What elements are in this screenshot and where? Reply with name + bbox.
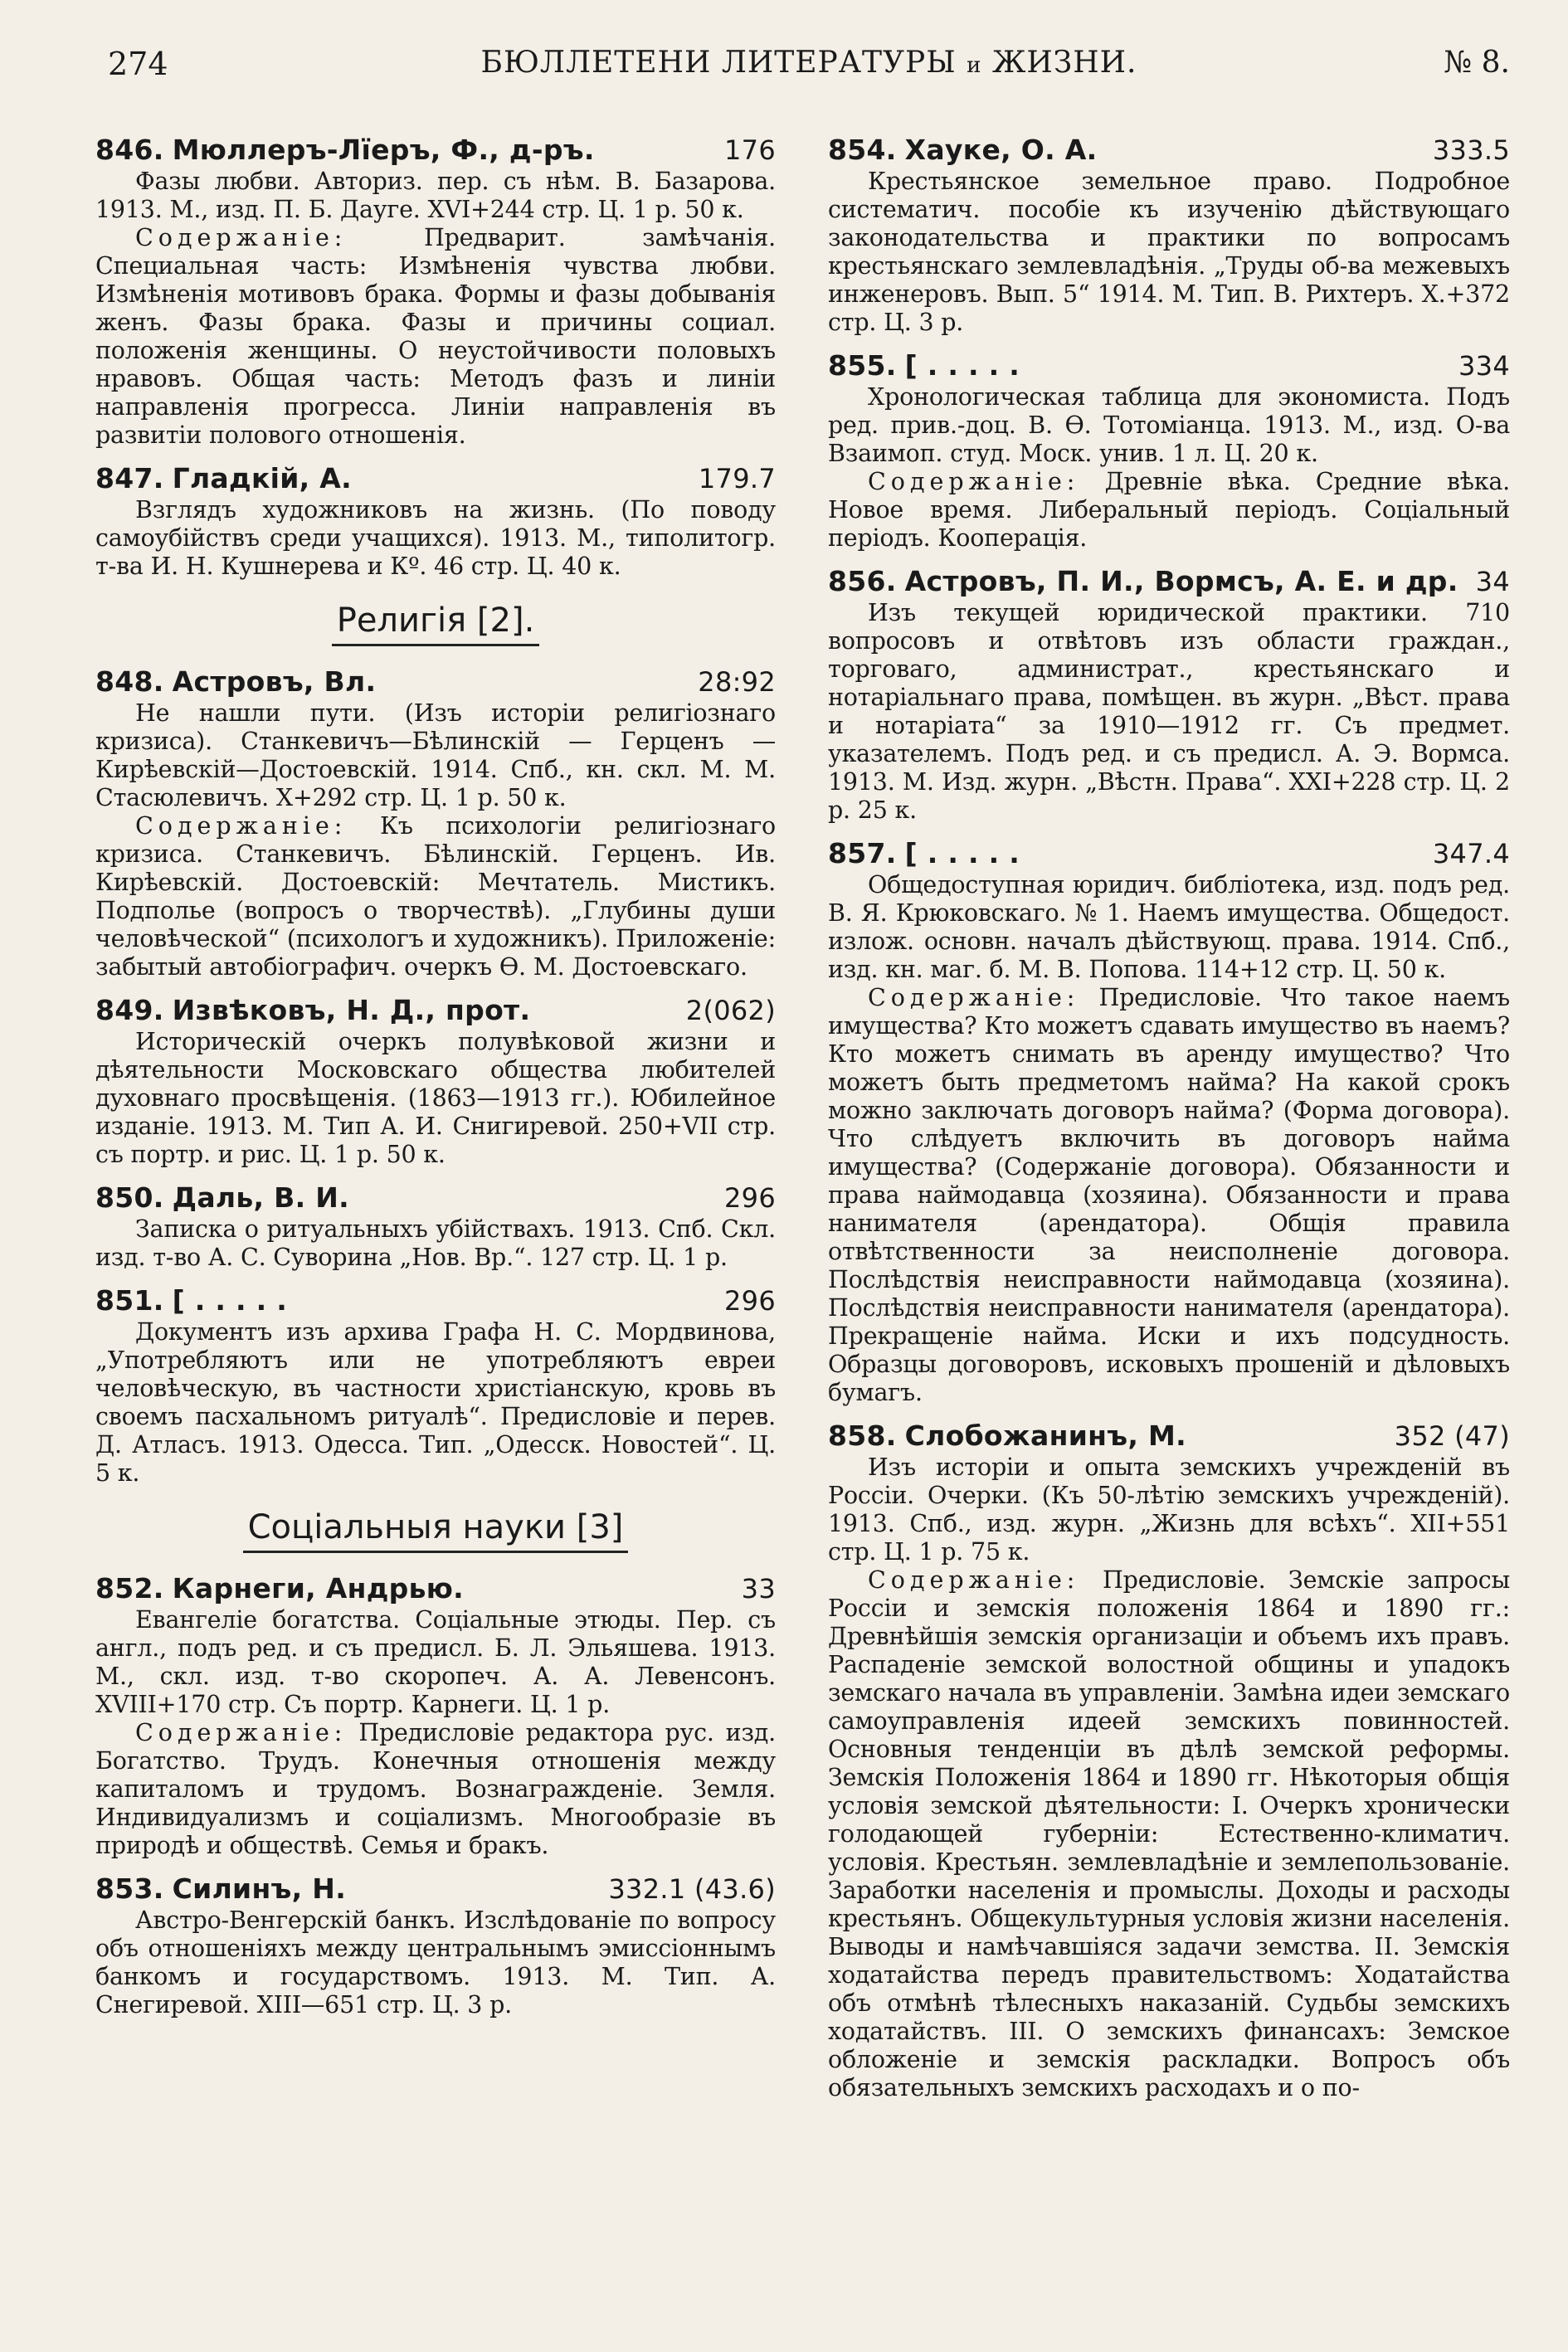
entry-heading — [95, 1872, 776, 1906]
entry-description: Записка о ритуальныхъ убiйствахъ. 1913. Спб. Скл. изд. т-во А. С. Суворина „Нов. Вр.“. 127 стр. Ц. 1 р. — [95, 1215, 776, 1271]
entry-description: Общедоступная юридич. библiотека, изд. подъ ред. В. Я. Крюковскаго. № 1. Наемъ имущества. Общедост. излож. основн. началъ дѣйствующ. права. 1914. Спб., изд. кн. маг. б. М. В. Попова. 114+12 стр. Ц. 50 к. — [828, 871, 1510, 983]
entry-848 — [95, 665, 776, 981]
entry-description: Не нашли пути. (Изъ исторiи религiознаго кризиса). Станкевичъ—Бѣлинскiй — Герценъ — Кирѣевскiй—Достоевскiй. 1914. Спб., кн. скл. М. М. Стасюлевичъ. X+292 стр. Ц. 1 р. 50 к. — [95, 699, 776, 811]
entry-number: 851. — [95, 1284, 164, 1317]
entry-heading — [95, 133, 776, 168]
entry-author: Гладкiй, А. — [172, 462, 352, 494]
classification-code: 34 — [1475, 566, 1510, 597]
entry-description: Австро-Венгерскiй банкъ. Изслѣдованiе по вопросу объ отношенiяхъ между центральнымъ эмиссiоннымъ банкомъ и государствомъ. 1913. М. Тип. А. Снегиревой. XIII—651 стр. Ц. 3 р. — [95, 1906, 776, 2018]
classification-code: 352 (47) — [1394, 1420, 1510, 1452]
entry-850 — [95, 1181, 776, 1272]
entry-heading — [95, 1181, 776, 1215]
classification-code: 28:92 — [698, 666, 776, 698]
journal-title: БЮЛЛЕТЕНИ ЛИТЕРАТУРЫ и ЖИЗНИ. — [480, 46, 1137, 80]
entry-heading — [828, 564, 1510, 599]
right-column — [828, 133, 1510, 2114]
entry-contents: Содержанiе: Древнiе вѣка. Средние вѣка. Новое время. Либеральный перiодъ. Соцiальный перiодъ. Кооперацiя. — [828, 468, 1510, 552]
entry-858 — [828, 1419, 1510, 2102]
entry-heading — [828, 133, 1510, 168]
entry-852 — [95, 1571, 776, 1860]
contents-label: Содержанiе: — [868, 468, 1080, 495]
entry-number: 857. — [828, 837, 897, 869]
entry-author: Астровъ, Вл. — [172, 665, 377, 698]
section-heading-religion: Религiя [2]. — [95, 599, 776, 646]
entry-description: Фазы любви. Авториз. пер. съ нѣм. В. Базарова. 1913. М., изд. П. Б. Дауге. XVI+244 стр. Ц. 1 р. 50 к. — [95, 168, 776, 223]
entry-contents: Содержанiе: Предварит. замѣчанiя. Специальная часть: Измѣненiя чувства любви. Измѣненiя мотивовъ брака. Формы и фазы добыванiя женъ. Фазы брака. Фазы и причины социал. положенiя женщины. О неустойчивости половыхъ нравовъ. Общая часть: Методъ фазъ и линiи направленiя прогресса. Линiи направленiя въ развитiи полового отношенiя. — [95, 224, 776, 449]
entry-number: 852. — [95, 1572, 164, 1605]
entry-description: Крестьянское земельное право. Подробное систематич. пособiе къ изученiю дѣйствующаго законодательства и практики по вопросамъ крестьянскаго землевладѣнiя. „Труды об-ва межевыхъ инженеровъ. Вып. 5“ 1914. М. Тип. В. Рихтеръ. X.+372 стр. Ц. 3 р. — [828, 168, 1510, 336]
entry-number: 854. — [828, 134, 897, 166]
entry-author: Даль, В. И. — [172, 1181, 349, 1214]
classification-code: 347.4 — [1432, 838, 1510, 869]
entry-851 — [95, 1283, 776, 1488]
entry-number: 858. — [828, 1419, 897, 1452]
entry-author: Астровъ, П. И., Вормсъ, А. Е. и др. — [904, 565, 1458, 597]
entry-author: [ . . . . . — [904, 837, 1020, 869]
entry-contents: Содержанiе: Предисловiе. Земскiе запросы Россiи и земскiя положенiя 1864 и 1890 гг.: Древнѣйшiя земскiя организацiи и объемъ ихъ правъ. Распаденiе земской волостной общины и упадокъ земскаго начала въ управленiи. Замѣна идеи земскаго самоуправленiя идеей земскихъ повинностей. Основныя тенденцiи въ дѣлѣ земской реформы. Земскiя Положенiя 1864 и 1890 гг. Нѣкоторыя общiя условiя земской дѣятельности: I. Очеркъ хронически голодающей губернiи: Естественно-климатич. условiя. Крестьян. землевладѣнiе и землепользованiе. Заработки населенiя и промыслы. Доходы и расходы крестьянъ. Общекультурныя условiя жизни населенiя. Выводы и намѣчавшiяся задачи земства. II. Земскiя ходатайства передъ правительствомъ: Ходатайства объ отмѣнѣ тѣлесныхъ наказанiй. Судьбы земскихъ ходатайствъ. III. О земскихъ финансахъ: Земское обложенiе и земскiя раскладки. Вопросъ объ обязательныхъ земскихъ расходахъ и о по- — [828, 1566, 1510, 2101]
entry-heading — [95, 665, 776, 699]
running-head — [108, 46, 1510, 95]
entry-contents: Содержанiе: Предисловiе редактора рус. изд. Богатство. Трудъ. Конечныя отношенiя между капиталомъ и трудомъ. Вознагражденiе. Земля. Индивидуализмъ и соцiализмъ. Многообразiе въ природѣ и обществѣ. Семья и бракъ. — [95, 1719, 776, 1859]
entry-number: 846. — [95, 134, 164, 166]
entry-853 — [95, 1872, 776, 2019]
classification-code: 296 — [724, 1182, 776, 1214]
contents-label: Содержанiе: — [868, 1566, 1080, 1594]
entry-author: [ . . . . . — [904, 349, 1020, 382]
entry-author: Карнеги, Андрью. — [172, 1572, 464, 1605]
contents-label: Содержанiе: — [135, 1719, 348, 1746]
contents-label: Содержанiе: — [868, 984, 1080, 1011]
section-heading-social: Соцiальныя науки [3] — [95, 1506, 776, 1553]
entry-author: Силинъ, Н. — [172, 1872, 347, 1905]
entry-number: 855. — [828, 349, 897, 382]
contents-label: Содержанiе: — [135, 812, 348, 840]
entry-856 — [828, 564, 1510, 825]
classification-code: 332.1 (43.6) — [608, 1873, 776, 1905]
entry-849 — [95, 993, 776, 1169]
entry-author: Хауке, О. А. — [904, 134, 1098, 166]
entry-description: Евангелiе богатства. Соцiальные этюды. Пер. съ англ., подъ ред. и съ предисл. Б. Л. Эльяшева. 1913. М., скл. изд. т-во скоропеч. А. А. Левенсонъ. XVIII+170 стр. Съ портр. Карнеги. Ц. 1 р. — [95, 1606, 776, 1718]
entry-heading — [95, 993, 776, 1028]
entry-contents: Содержанiе: Къ психологiи религiознаго кризиса. Станкевичъ. Бѣлинскiй. Герценъ. Ив. Кирѣевскiй. Достоевскiй: Мечтатель. Мистикъ. Подполье (вопросъ о творчествѣ). „Глубины души человѣческой“ (психологъ и художникъ). Приложенiе: забытый автобiографич. очеркъ Ѳ. М. Достоевскаго. — [95, 812, 777, 981]
entry-description: Хронологическая таблица для экономиста. Подъ ред. прив.-доц. В. Ѳ. Тотомiанца. 1913. М., изд. О-ва Взаимоп. студ. Моск. унив. 1 л. Ц. 20 к. — [828, 383, 1510, 467]
classification-code: 333.5 — [1432, 134, 1510, 166]
left-column — [95, 133, 776, 2031]
entry-heading — [95, 461, 776, 496]
entry-heading — [828, 836, 1510, 871]
entry-author: Мюллеръ-Лїеръ, Ф., д-ръ. — [172, 134, 595, 166]
classification-code: 33 — [741, 1573, 776, 1605]
classification-code: 2(062) — [685, 995, 776, 1026]
entry-heading — [95, 1571, 776, 1606]
issue-number: № 8. — [1444, 46, 1510, 80]
entry-number: 848. — [95, 665, 164, 698]
entry-number: 847. — [95, 462, 164, 494]
entry-description: Взглядъ художниковъ на жизнь. (По поводу самоубiйствъ среди учащихся). 1913. М., типолитогр. т-ва И. Н. Кушнерева и Кº. 46 стр. Ц. 40 к. — [95, 496, 776, 580]
entry-author: Слобожанинъ, М. — [904, 1419, 1186, 1452]
entry-846 — [95, 133, 776, 450]
entry-heading — [828, 1419, 1510, 1454]
entry-description: Документъ изъ архива Графа Н. С. Мордвинова, „Употребляютъ или не употребляютъ евреи человѣческую, въ частности христiанскую, кровь въ своемъ пасхальномъ ритуалѣ“. Предисловiе и перев. Д. Атласъ. 1913. Одесса. Тип. „Одесск. Новостей“. Ц. 5 к. — [95, 1318, 776, 1487]
entry-description: Изъ текущей юридической практики. 710 вопросовъ и отвѣтовъ изъ области граждан., торговаго, администрат., крестьянскаго и нотарiальнаго права, помѣщен. въ журн. „Вѣст. права и нотарiата“ за 1910—1912 гг. Съ предмет. указателемъ. Подъ ред. и съ предисл. А. Э. Вормса. 1913. М. Изд. журн. „Вѣстн. Права“. XXI+228 стр. Ц. 2 р. 25 к. — [828, 599, 1510, 824]
classification-code: 179.7 — [698, 463, 776, 494]
classification-code: 296 — [724, 1285, 776, 1317]
entry-heading — [828, 348, 1510, 383]
entry-number: 856. — [828, 565, 897, 597]
contents-label: Содержанiе: — [135, 224, 348, 251]
entry-855 — [828, 348, 1510, 553]
entry-contents: Содержанiе: Предисловiе. Что такое наемъ имущества? Кто можетъ сдавать имущество въ наемъ? Кто можетъ снимать въ аренду имущество? Что можетъ быть предметомъ найма? На какой срокъ можно заключать договоръ найма? (Форма договора). Что слѣдуетъ включить въ договоръ найма имущества? (Содержанiе договора). Обязанности и права наймодавца (хозяина). Обязанности и права нанимателя (арендатора). Общiя правила отвѣтственности за неисполненiе договора. Послѣдствiя неисправности наймодавца (хозяина). Послѣдствiя неисправности нанимателя (арендатора). Прекращенiе найма. Иски и ихъ подсудность. Образцы договоровъ, исковыхъ прошенiй и дѣловыхъ бумагъ. — [828, 984, 1510, 1406]
entry-author: [ . . . . . — [172, 1284, 288, 1317]
classification-code: 176 — [724, 134, 776, 166]
entry-number: 853. — [95, 1872, 164, 1905]
page-number: 274 — [108, 46, 168, 82]
entry-854 — [828, 133, 1510, 337]
entry-description: Историческiй очеркъ полувѣковой жизни и дѣятельности Московскаго общества любителей духовнаго просвѣщенiя. (1863—1913 гг.). Юбилейное изданiе. 1913. М. Тип А. И. Снигиревой. 250+VII стр. съ портр. и рис. Ц. 1 р. 50 к. — [95, 1028, 776, 1168]
entry-author: Извѣковъ, Н. Д., прот. — [172, 994, 531, 1026]
entry-heading — [95, 1283, 776, 1318]
entry-number: 850. — [95, 1181, 164, 1214]
entry-847 — [95, 461, 776, 581]
classification-code: 334 — [1458, 350, 1510, 382]
entry-description: Изъ исторiи и опыта земскихъ учрежденiй въ Россiи. Очерки. (Къ 50-лѣтiю земскихъ учрежденiй). 1913. Спб., изд. журн. „Жизнь для всѣхъ“. XII+551 стр. Ц. 1 р. 75 к. — [828, 1454, 1510, 1566]
entry-number: 849. — [95, 994, 164, 1026]
entry-857 — [828, 836, 1510, 1407]
